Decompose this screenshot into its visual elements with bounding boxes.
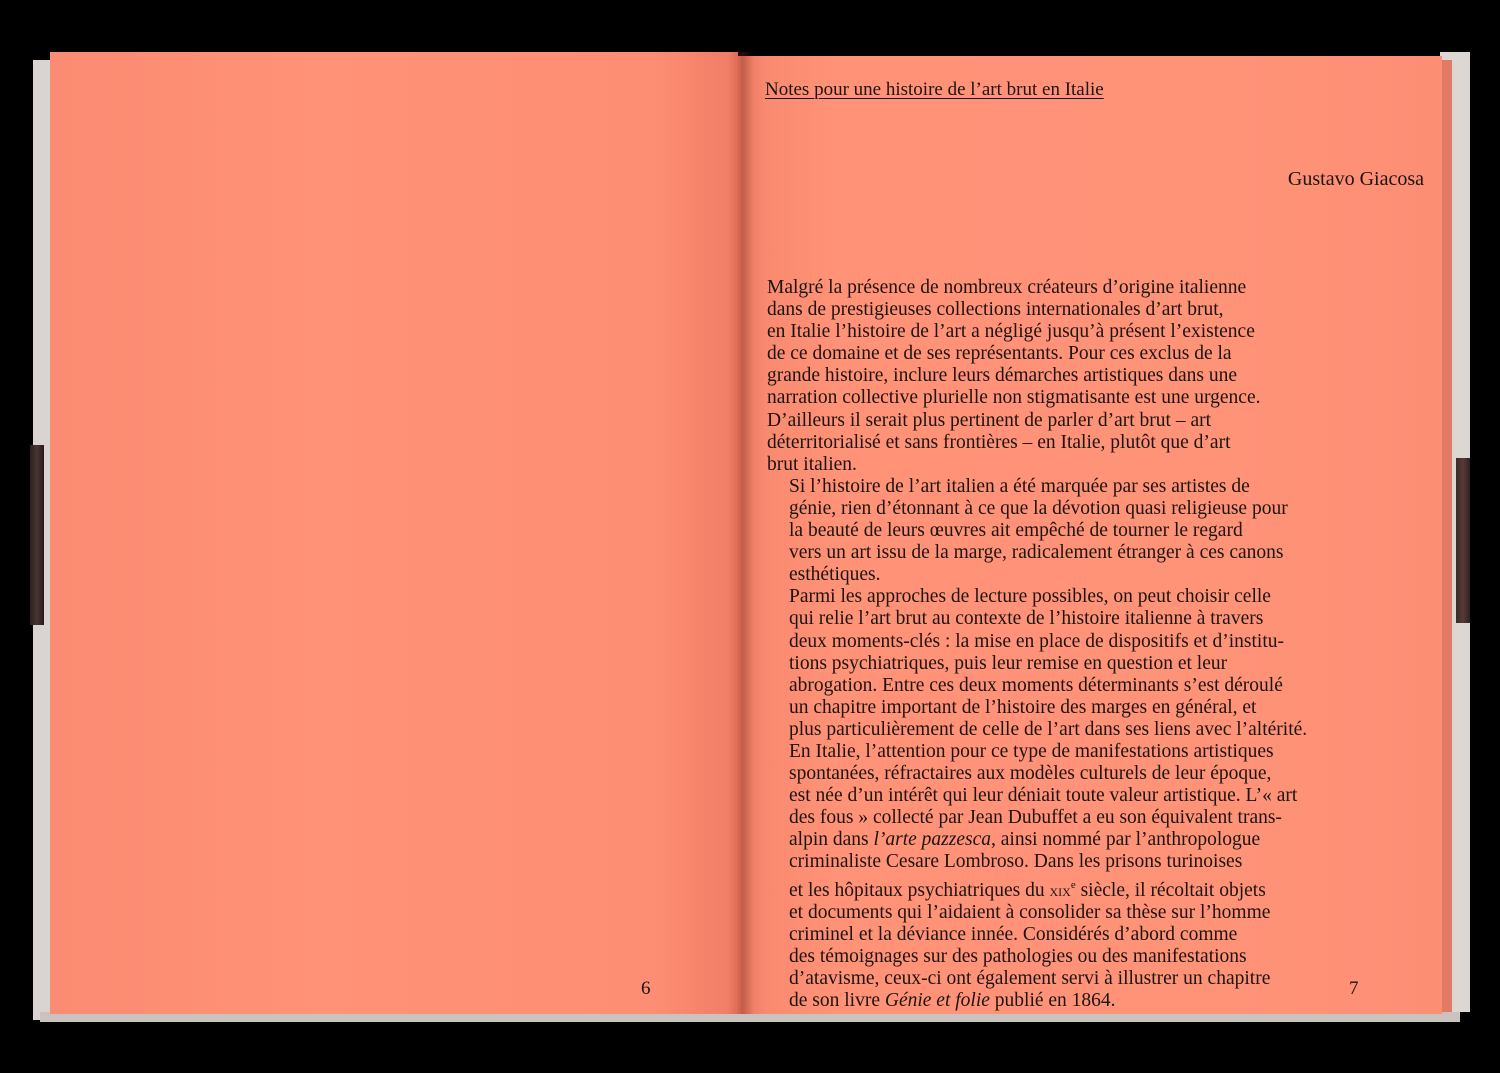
text-line: un chapitre important de l’histoire des marges en général, et [789,696,1257,718]
text-line: dans de prestigieuses collections internationales d’art brut, [767,299,1224,321]
paragraph-2 [767,476,1327,586]
paragraphs [767,277,1327,741]
text-fragment: de son livre [789,990,885,1011]
paragraph-3 [767,586,1327,741]
left-page [50,52,738,1014]
italic-title: Génie et folie [884,990,990,1011]
text-line: des témoignages sur des pathologies ou des manifestations [789,945,1247,967]
text-line: vers un art issu de la marge, radicalement étranger à ces canons [789,542,1284,564]
text-line: esthétiques. [789,564,881,586]
text-line: tions psychiatriques, puis leur remise en question et leur [789,652,1228,674]
text-line: la beauté de leurs œuvres ait empêché de tourner le regard [789,520,1243,542]
text-line: criminaliste Cesare Lombroso. Dans les prisons turinoises [789,851,1243,873]
text-line: qui relie l’art brut au contexte de l’histoire italienne à travers [789,608,1264,630]
running-head: Notes pour une histoire de l’art brut en Italie [765,79,1104,100]
body-text [767,277,1327,1012]
right-binding-edge [1456,458,1470,623]
text-line: plus particulièrement de celle de l’art dans ses liens avec l’altérité. [789,718,1308,740]
text-line: abrogation. Entre ces deux moments déterminants s’est déroulé [789,674,1283,696]
text-line: Malgré la présence de nombreux créateurs d’origine italienne [767,277,1247,298]
text-line: de ce domaine et de ses représentants. Pour ces exclus de la [767,343,1232,365]
text-fragment: siècle, il récoltait objets [1075,879,1266,901]
left-binding-edge [30,445,44,625]
text-line: deux moments-clés : la mise en place de dispositifs et d’institu- [789,630,1284,652]
right-page-colored-edge [1442,60,1452,1020]
superscript: e [1070,878,1076,891]
text-line: grande histoire, inclure leurs démarches artistiques dans une [767,365,1238,387]
text-fragment: alpin dans [789,829,874,851]
text-line: Parmi les approches de lecture possibles, on peut choisir celle [789,586,1271,608]
text-fragment: , ainsi nommé par l’anthropologue [991,829,1261,851]
text-line: spontanées, réfractaires aux modèles culturels de leur époque, [789,763,1272,785]
book-gutter [728,52,754,1014]
text-line: est née d’un intérêt qui leur déniait toute valeur artistique. L’« art [789,785,1298,807]
text-line: des fous » collecté par Jean Dubuffet a eu son équivalent trans- [789,807,1282,829]
text-line: brut italien. [767,453,857,475]
page-number-left: 6 [641,978,651,999]
text-line [767,829,1327,851]
italic-title: l’arte pazzesca [873,829,992,851]
text-line: en Italie l’histoire de l’art a négligé jusqu’à présent l’existence [767,321,1255,343]
text-line: et documents qui l’aidaient à consolider sa thèse sur l’homme [789,901,1271,923]
century-numeral: xix [1049,880,1071,900]
text-line: génie, rien d’étonnant à ce que la dévotion quasi religieuse pour [789,497,1288,519]
text-fragment: et les hôpitaux psychiatriques du [789,879,1050,901]
text-line: d’atavisme, ceux-ci ont également servi à illustrer un chapitre [789,967,1271,989]
paragraph-1 [767,277,1327,476]
text-line: En Italie, l’attention pour ce type de manifestations artistiques [789,740,1274,762]
page-number-right: 7 [1349,978,1359,999]
paragraph-4 [767,741,1327,1012]
text-line: narration collective plurielle non stigmatisante est une urgence. [767,387,1261,409]
text-line: D’ailleurs il serait plus pertinent de parler d’art brut – art [767,409,1212,431]
text-line [767,874,1327,902]
text-fragment: publié en 1864. [989,990,1116,1011]
text-line: criminel et la déviance innée. Considérés d’abord comme [789,923,1238,945]
text-line: Si l’histoire de l’art italien a été marquée par ses artistes de [789,475,1250,497]
author-name: Gustavo Giacosa [1287,168,1424,190]
text-line [767,990,1327,1012]
text-line: déterritorialisé et sans frontières – en Italie, plutôt que d’art [767,431,1231,453]
